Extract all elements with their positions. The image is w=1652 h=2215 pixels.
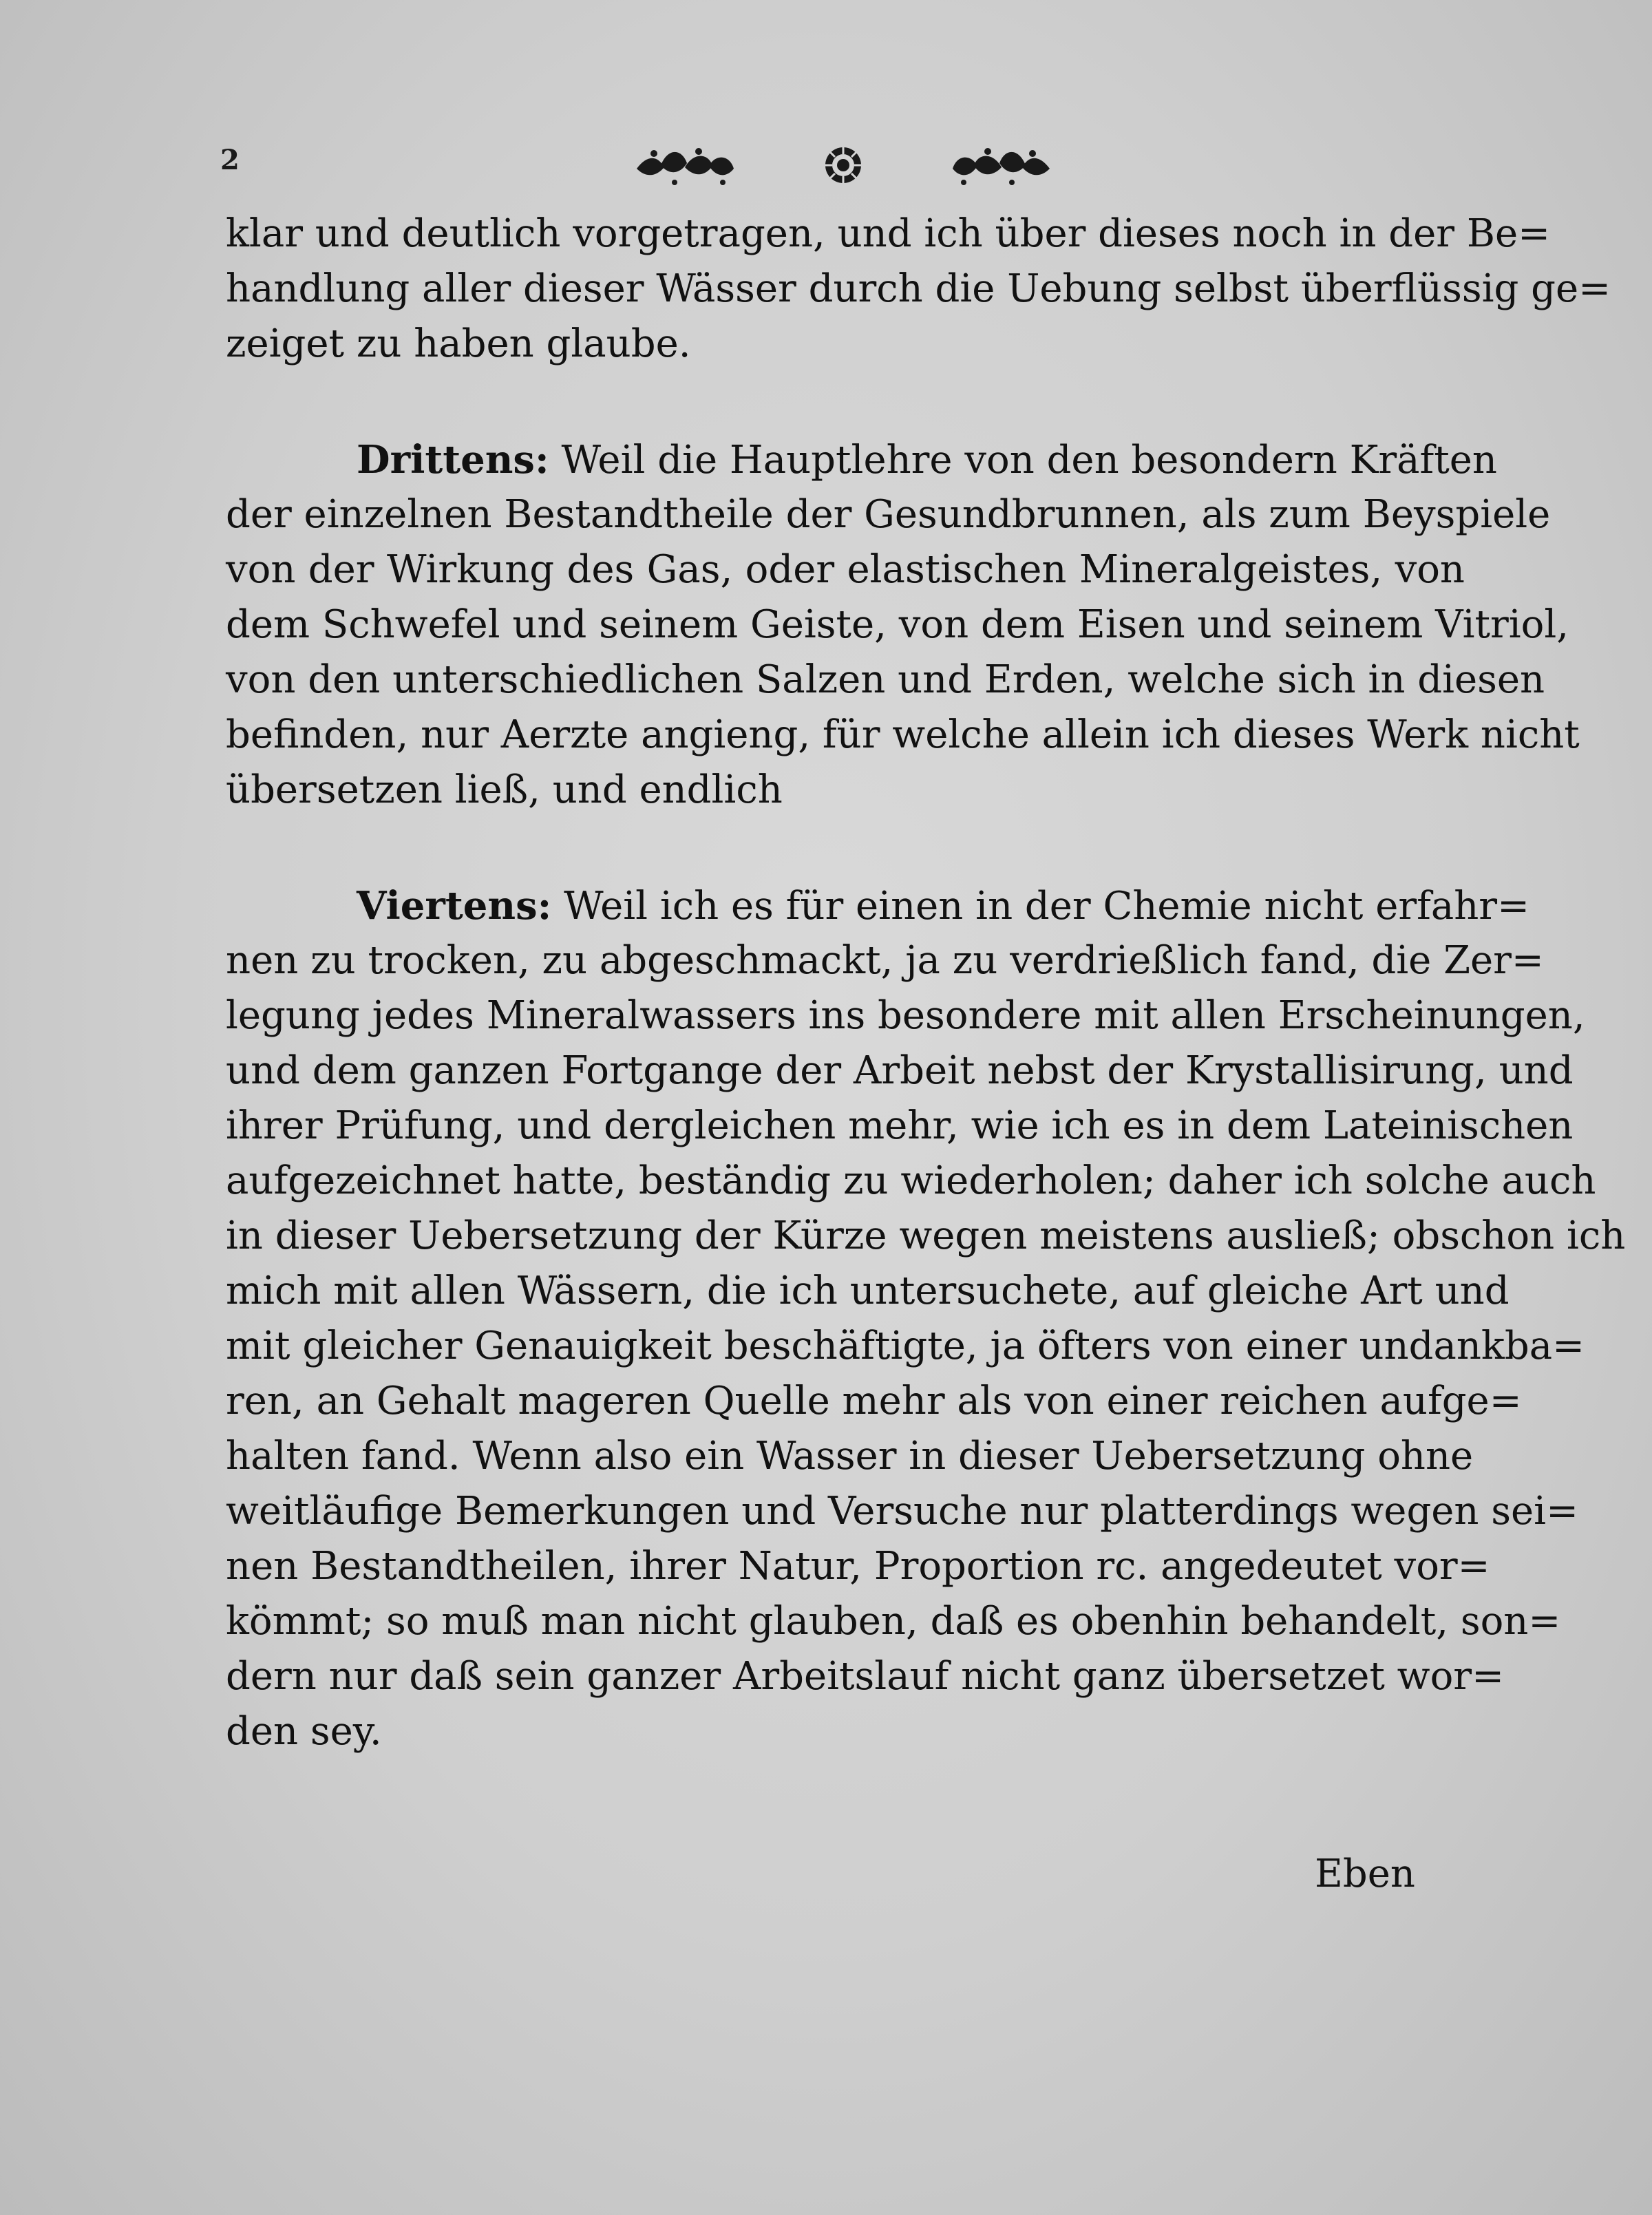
paragraph-first-line (226, 432, 1497, 487)
text-line: befinden, nur Aerzte angieng, für welche allein ich dieses Werk nicht (226, 712, 1580, 757)
text-line: den sey. (226, 1709, 382, 1754)
text-line: mich mit allen Wässern, die ich untersuchete, auf gleiche Art und (226, 1269, 1510, 1313)
page-number: 2 (220, 144, 240, 176)
text-line: weitläufige Bemerkungen und Versuche nur platterdings wegen sei= (226, 1489, 1579, 1534)
text-line: der einzelnen Bestandtheile der Gesundbrunnen, als zum Beyspiele (226, 492, 1551, 537)
text-line: halten fand. Wenn also ein Wasser in dieser Uebersetzung ohne (226, 1434, 1474, 1479)
paragraph-lead: Viertens: (357, 883, 552, 929)
text-line: aufgezeichnet hatte, beständig zu wiederholen; daher ich solche auch (226, 1158, 1596, 1203)
floral-ornament-icon (633, 141, 737, 189)
paragraph-lead: Drittens: (357, 437, 549, 483)
text-line: zeiget zu haben glaube. (226, 321, 691, 366)
text-line: ihrer Prüfung, und dergleichen mehr, wie ich es in dem Lateinischen (226, 1103, 1574, 1148)
text-line: und dem ganzen Fortgange der Arbeit nebst der Krystallisirung, und (226, 1048, 1574, 1093)
text-line: Weil die Hauptlehre von den besondern Kräften (561, 438, 1497, 483)
paragraph-first-line (226, 878, 1529, 933)
text-line: Weil ich es für einen in der Chemie nicht erfahr= (564, 884, 1529, 929)
text-line: legung jedes Mineralwassers ins besondere mit allen Erscheinungen, (226, 993, 1585, 1038)
text-line: klar und deutlich vorgetragen, und ich über dieses noch in der Be= (226, 211, 1551, 256)
body-text (226, 206, 1626, 1759)
text-line: von den unterschiedlichen Salzen und Erden, welche sich in diesen (226, 657, 1545, 702)
text-line: ren, an Gehalt mageren Quelle mehr als von einer reichen aufge= (226, 1379, 1522, 1423)
rosette-icon (819, 141, 867, 189)
catchword: Eben (1315, 1852, 1415, 1896)
text-line: handlung aller dieser Wässer durch die Uebung selbst überflüssig ge= (226, 266, 1611, 311)
text-line: von der Wirkung des Gas, oder elastischen Mineralgeistes, von (226, 547, 1465, 592)
page-header (220, 141, 1459, 189)
text-line: kömmt; so muß man nicht glauben, daß es obenhin behandelt, son= (226, 1599, 1561, 1644)
text-line: dern nur daß sein ganzer Arbeitslauf nicht ganz übersetzet wor= (226, 1654, 1504, 1699)
text-line: übersetzen ließ, und endlich (226, 767, 783, 812)
text-line: nen Bestandtheilen, ihrer Natur, Proportion rc. angedeutet vor= (226, 1544, 1490, 1589)
text-line: dem Schwefel und seinem Geiste, von dem Eisen und seinem Vitriol, (226, 602, 1569, 647)
text-line: nen zu trocken, zu abgeschmackt, ja zu verdrießlich fand, die Zer= (226, 938, 1544, 983)
text-line: in dieser Uebersetzung der Kürze wegen meistens ausließ; obschon ich (226, 1214, 1626, 1258)
floral-ornament-icon (950, 141, 1053, 189)
text-line: mit gleicher Genauigkeit beschäftigte, ja öfters von einer undankba= (226, 1324, 1585, 1368)
